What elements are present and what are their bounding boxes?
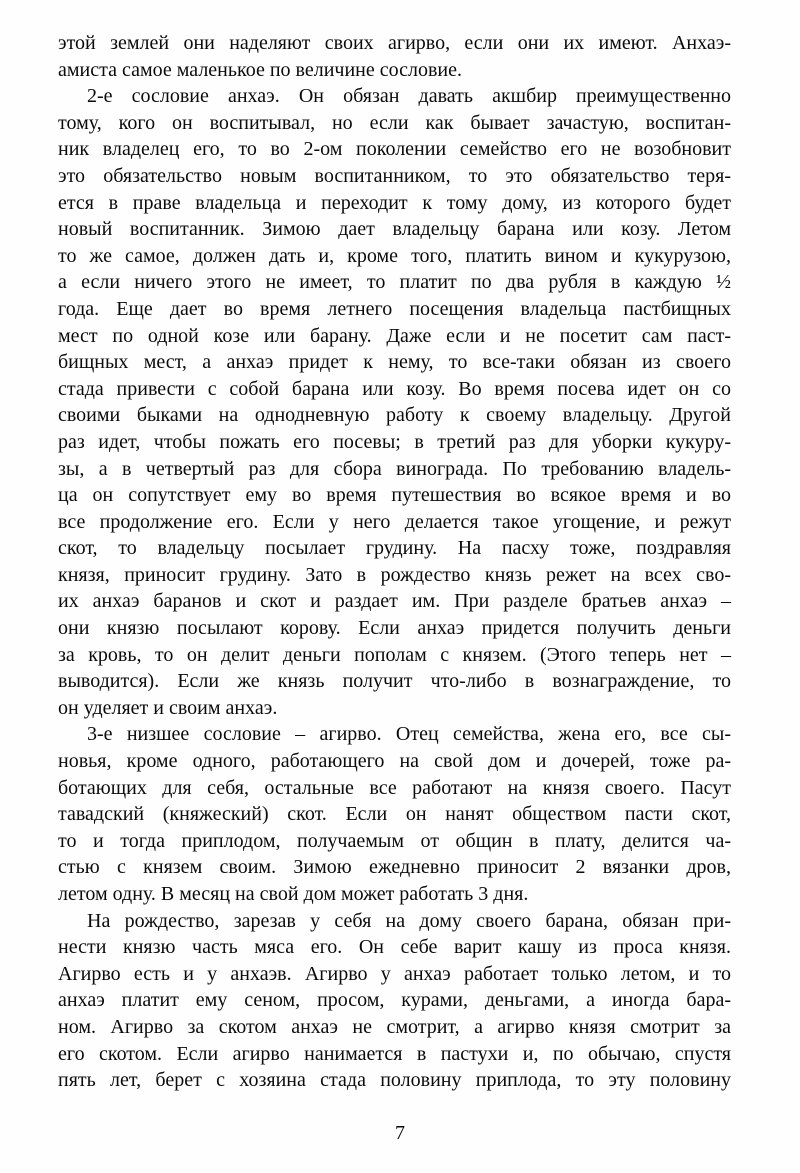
text-block: [58, 30, 731, 1094]
text-line: все продолжение его. Если у него делается такое угощение, и режут: [58, 510, 731, 533]
text-line: его скотом. Если агирво нанимается в пастухи и, по обычаю, спустя: [58, 1042, 731, 1065]
text-line: летом одну. В месяц на свой дом может работать 3 дня.: [58, 883, 529, 905]
text-line: На рождество, зарезав у себя на дому своего барана, обязан при-: [87, 909, 731, 932]
text-line: ном. Агирво за скотом анхаэ не смотрит, а агирво князя смотрит за: [58, 1015, 731, 1038]
text-line: этой землей они наделяют своих агирво, если они их имеют. Анхаэ-: [58, 32, 731, 54]
text-line: зы, а в четвертый раз для сбора винограда. По требованию владель-: [58, 457, 731, 480]
text-line: своими быками на однодневную работу к своему владельцу. Другой: [58, 404, 731, 427]
text-line: он уделяет и своим анхаэ.: [58, 696, 278, 719]
text-line: пять лет, берет с хозяина стада половину приплода, то эту половину: [58, 1069, 731, 1092]
text-line: то же самое, должен дать и, кроме того, платить вином и кукурузою,: [58, 244, 731, 267]
text-line: амиста самое маленькое по величине сословие.: [58, 58, 463, 81]
text-line: бищных мест, а анхаэ придет к нему, то все-таки обязан из своего: [58, 351, 731, 374]
text-line: князя, приносит грудину. Зато в рождество князь режет на всех сво-: [58, 563, 731, 586]
text-line: стада привести с собой барана или козу. Во время посева идет он со: [58, 377, 731, 400]
text-line: скот, то владельцу посылает грудину. На пасху тоже, поздравляя: [58, 537, 731, 560]
text-line: мест по одной козе или барану. Даже если и не посетит сам паст-: [58, 324, 731, 347]
text-line: их анхаэ баранов и скот и раздает им. При разделе братьев анхаэ –: [58, 590, 731, 613]
text-line: анхаэ платит ему сеном, просом, курами, деньгами, а иногда бара-: [58, 989, 731, 1012]
text-line: ется в праве владельца и переходит к тому дому, из которого будет: [58, 191, 731, 214]
page-number: 7: [395, 1122, 405, 1144]
text-line: года. Еще дает во время летнего посещения владельца пастбищных: [58, 297, 731, 320]
text-line: 2-е сословие анхаэ. Он обязан давать акшбир преимущественно: [87, 85, 731, 108]
text-line: а если ничего этого не имеет, то платит по два рубля в каждую ½: [58, 271, 731, 294]
text-line: за кровь, то он делит деньги пополам с князем. (Этого теперь нет –: [58, 643, 731, 666]
text-line: тому, кого он воспитывал, но если как бывает зачастую, воспитан-: [58, 111, 731, 134]
text-line: ник владелец его, то во 2-ом поколении семейство его не возобновит: [58, 138, 731, 161]
text-line: стью с князем своим. Зимою ежедневно приносит 2 вязанки дров,: [58, 856, 731, 879]
text-line: ботающих для себя, остальные все работают на князя своего. Пасут: [58, 776, 731, 799]
text-line: новья, кроме одного, работающего на свой дом и дочерей, тоже ра-: [58, 750, 731, 773]
text-line: ца он сопутствует ему во время путешествия во всякое время и во: [58, 484, 731, 507]
text-line: это обязательство новым воспитанником, то это обязательство теря-: [58, 164, 731, 187]
text-line: то и тогда приплодом, получаемым от общин в плату, делится ча-: [58, 829, 731, 852]
text-line: Агирво есть и у анхаэв. Агирво у анхаэ работает только летом, и то: [58, 962, 731, 985]
text-line: они князю посылают корову. Если анхаэ придется получить деньги: [58, 617, 731, 640]
text-line: тавадский (княжеский) скот. Если он нанят обществом пасти скот,: [58, 803, 731, 826]
text-line: 3-е низшее сословие – агирво. Отец семейства, жена его, все сы-: [87, 723, 731, 746]
text-line: новый воспитанник. Зимою дает владельцу барана или козу. Летом: [58, 218, 731, 241]
text-line: раз идет, чтобы пожать его посевы; в третий раз для уборки кукуру-: [58, 430, 731, 453]
text-line: нести князю часть мяса его. Он себе варит кашу из проса князя.: [58, 936, 731, 959]
text-line: выводится). Если же князь получит что-либо в вознаграждение, то: [58, 670, 731, 693]
